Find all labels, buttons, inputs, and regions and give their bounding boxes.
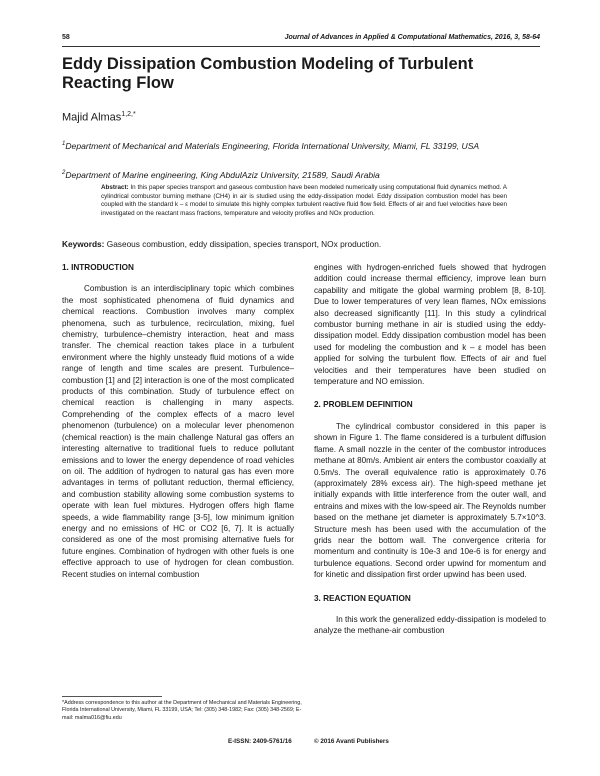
affiliation-1-mark: 1 xyxy=(62,141,66,147)
affiliation-1 xyxy=(62,139,544,152)
introduction-paragraph: Combustion is an interdisciplinary topic which combines the most sophisticated phenomena of fluid dynamics and chemical reactions. Combustion involves many complex phenomena, such as turbulence, recirculation, mixing, fuel chemistry, turbulence–chemistry interaction, heat and mass transfer. The chemical reaction takes place in a turbulent environment where the highly unsteady fluid motions of a wide range of length and time scales are present. Turbulence–combustion [1] and [2] interaction is one of the most complicated products of this combination. Study of turbulence effect on chemical reaction is challenging in many aspects. Comprehending of the complex effects of a macro level phenomenon (turbulence) on a molecular lever phenomenon (chemical reaction) is the main challenge Natural gas offers an interesting alternative to traditional fuels to reduce pollutant emissions and to lower the energy dependence of road vehicles on oil. The addition of hydrogen to natural gas has even more advantages in terms of pollutant reduction, thermal efficiency, and combustion stability allowing some combustion systems to operate with lean fuel mixtures. Hydrogen offers high flame speeds, a wide flammability range [3-5], low minimum ignition energy and no emissions of HC or CO2 [6, 7]. It is actually considered as one of the most promising alternative fuels for future engines. Combination of hydrogen with other fuels is one effective approach to use of hydrogen for clean combustion. Recent studies on internal combustion xyxy=(62,284,294,579)
affiliation-2 xyxy=(62,168,544,181)
author-marks: 1,2,* xyxy=(121,111,136,118)
page-number: 58 xyxy=(62,34,70,41)
paper-title: Eddy Dissipation Combustion Modeling of Turbulent Reacting Flow xyxy=(62,55,474,92)
problem-definition-paragraph: The cylindrical combustor considered in this paper is shown in Figure 1. The flame considered is a turbulent diffusion flame. A small nozzle in the center of the combustor introduces methane at 80m/s. Ambient air enters the combustor coaxially at 0.5m/s. The overall equivalence ratio is approximately 0.76 (approximately 28% excess air). The high-speed methane jet initially expands with little interference from the outer wall, and entrains and mixes with the low-speed air. The Reynolds number based on the methane jet diameter is approximately 5.7×10^3. Structure mesh has been used with the accumulation of the grids near the bottom wall. The convergence criteria for momentum and continuity is 10e-3 and 10e-6 is for energy and turbulence equations. Second order upwind for momentum and for kinetic and dissipation first order upwind has been used. xyxy=(314,421,546,580)
affiliation-2-mark: 2 xyxy=(62,170,66,176)
footer-copyright: © 2016 Avanti Publishers xyxy=(314,738,389,745)
keywords-label: Keywords: xyxy=(62,239,105,249)
keywords xyxy=(62,239,546,249)
affiliation-1-text: Department of Mechanical and Materials Engineering, Florida International University, Miami, FL 33199, USA xyxy=(65,140,480,151)
keywords-text: Gaseous combustion, eddy dissipation, species transport, NOx production. xyxy=(106,239,382,249)
right-column xyxy=(314,262,546,637)
header-divider xyxy=(62,46,540,47)
abstract-label: Abstract: xyxy=(101,184,129,191)
journal-running-head: Journal of Advances in Applied & Computational Mathematics, 2016, 3, 58-64 xyxy=(284,34,540,41)
introduction-paragraph-continued: engines with hydrogen-enriched fuels showed that hydrogen addition could increase thermal efficiency, improve lean burn capability and mitigate the global warming problem [8, 8-10]. Due to lower temperatures of very lean flames, NOx emissions also decreased significantly [11]. In this study a cylindrical combustor burning methane in air is studied using the eddy-dissipation model. Eddy dissipation combustion model has been used for modeling the combustion and k – ε model has been applied for solving the turbulent flow. Effects of air and fuel velocities and their temperatures have been studied on temperature and NO emission. xyxy=(314,263,546,387)
author-line xyxy=(62,111,136,124)
correspondence-footnote: *Address correspondence to this author at the Department of Mechanical and Materials Engineering, Florida International University, Miami, FL 33199, USA; Tel: (305) 348-1982; Fax: (305) 348-2569; E-mail: malma016@fiu.edu xyxy=(62,700,302,721)
section-heading-introduction: 1. INTRODUCTION xyxy=(62,263,134,272)
abstract xyxy=(101,184,507,219)
abstract-text: In this paper species transport and gaseous combustion have been modeled numerically using computational fluid dynamics method. A cylindrical combustor burning methane (CH4) in air is studied using the eddy-dissipation model. Eddy dissipation combustion model has been coupled with the standard k – ε model to simulate this highly complex turbulent reactive fluid flow field. Effects of air and fuel velocities have been investigated on the reactant mass fractions, temperature and velocity profiles and NOx production. xyxy=(101,184,507,218)
author-name: Majid Almas xyxy=(62,111,122,124)
section-heading-problem-definition: 2. PROBLEM DEFINITION xyxy=(314,400,413,410)
footer-issn: E-ISSN: 2409-5761/16 xyxy=(228,738,292,745)
section-heading-reaction-equation: 3. REACTION EQUATION xyxy=(314,593,411,603)
left-column xyxy=(62,262,294,580)
reaction-equation-paragraph: In this work the generalized eddy-dissipation is modeled to analyze the methane-air combustion xyxy=(314,614,546,636)
affiliation-2-text: Department of Marine engineering, King AbdulAziz University, 21589, Saudi Arabia xyxy=(65,169,380,180)
footnote-divider xyxy=(62,696,162,697)
